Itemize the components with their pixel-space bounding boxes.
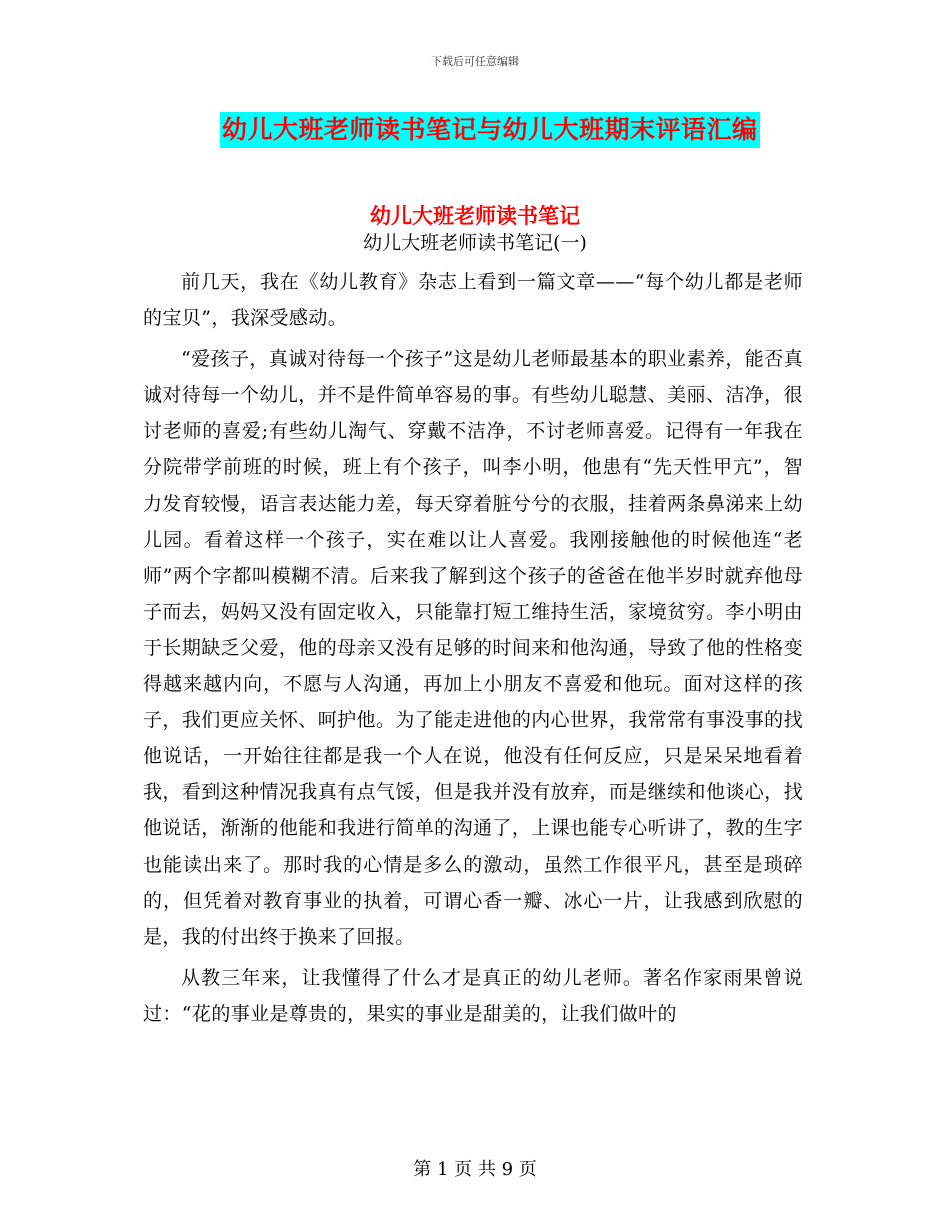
document-title: 幼儿大班老师读书笔记与幼儿大班期末评语汇编 — [220, 112, 760, 148]
section-subtitle: 幼儿大班老师读书笔记(一) — [363, 232, 587, 254]
document-title-wrap — [220, 112, 760, 148]
paragraph: 前几天，我在《幼儿教育》杂志上看到一篇文章——“每个幼儿都是老师的宝贝”，我深受感动。 — [143, 271, 803, 330]
paragraph: 从教三年来，让我懂得了什么才是真正的幼儿老师。著名作家雨果曾说过：“花的事业是尊贵的，果实的事业是甜美的，让我们做叶的 — [143, 966, 803, 1025]
section-title: 幼儿大班老师读书笔记 — [370, 204, 580, 228]
header-note: 下载后可任意编辑 — [431, 55, 519, 68]
page-footer: 第 1 页 共 9 页 — [413, 1159, 537, 1180]
body-text — [143, 264, 803, 1032]
paragraph: “爱孩子，真诚对待每一个孩子”这是幼儿老师最基本的职业素养，能否真诚对待每一个幼儿，并不是件简单容易的事。有些幼儿聪慧、美丽、洁净，很讨老师的喜爱;有些幼儿淘气、穿戴不洁净，不讨老师喜爱。记得有一年我在分院带学前班的时候，班上有个孩子，叫李小明，他患有“先天性甲亢”，智力发育较慢，语言表达能力差，每天穿着脏兮兮的衣服，挂着两条鼻涕来上幼儿园。看着这样一个孩子，实在难以让人喜爱。我刚接触他的时候他连“老师”两个字都叫模糊不清。后来我了解到这个孩子的爸爸在他半岁时就弃他母子而去，妈妈又没有固定收入，只能靠打短工维持生活，家境贫穷。李小明由于长期缺乏父爱，他的母亲又没有足够的时间来和他沟通，导致了他的性格变得越来越内向，不愿与人沟通，再加上小朋友不喜爱和他玩。面对这样的孩子，我们更应关怀、呵护他。为了能走进他的内心世界，我常常有事没事的找他说话，一开始往往都是我一个人在说，他没有任何反应，只是呆呆地看着我，看到这种情况我真有点气馁，但是我并没有放弃，而是继续和他谈心，找他说话，渐渐的他能和我进行简单的沟通了，上课也能专心听讲了，教的生字也能读出来了。那时我的心情是多么的激动，虽然工作很平凡，甚至是琐碎的，但凭着对教育事业的执着，可谓心香一瓣、冰心一片，让我感到欣慰的是，我的付出终于换来了回报。 — [143, 348, 803, 948]
